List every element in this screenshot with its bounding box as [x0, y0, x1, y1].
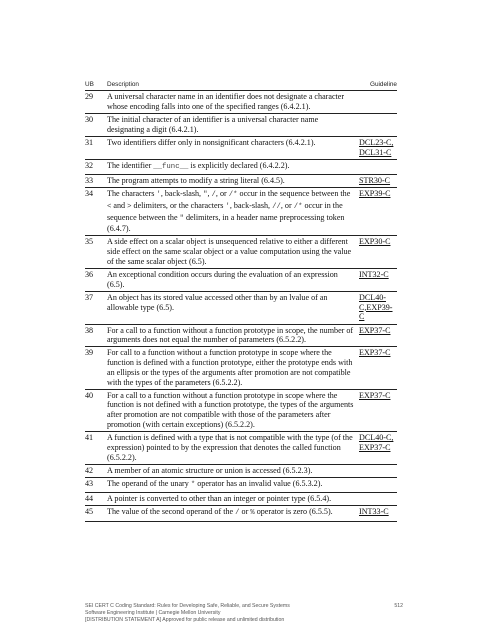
ub-description — [107, 466, 359, 476]
table-row — [85, 493, 397, 506]
guideline-cell — [359, 92, 397, 111]
description-text: For call to a function without a function prototype in scope where the function is defined with a function prototype, either the prototype ends with an ellipsis or the types of the arguments after promotion are not compatible with the types of the parameters (6.5.2.2). — [107, 348, 355, 387]
description-text: operator has an invalid value (6.5.3.2). — [195, 478, 323, 488]
ub-number: 30 — [85, 114, 94, 124]
code-token: % — [250, 509, 255, 518]
header-guideline: Guideline — [369, 81, 397, 88]
guideline-cell — [359, 161, 397, 173]
guideline-cell — [359, 115, 397, 134]
ub-number: 37 — [85, 292, 94, 302]
code-token: / — [211, 191, 216, 200]
ub-number: 44 — [85, 494, 94, 504]
footer-institute: Software Engineering Institute | Carnegie Mellon University — [85, 609, 221, 616]
ub-description — [107, 176, 359, 186]
description-text: The value of the second operand of the — [107, 507, 236, 517]
guideline-cell — [359, 237, 397, 266]
table-header-row — [85, 75, 397, 91]
guideline-link[interactable]: EXP30-C — [359, 237, 391, 247]
description-text: , — [207, 189, 212, 199]
description-text: A function is defined with a type that is not compatible with the type (of the expression) pointed to by the expression that denotes the called function (6.5.2.2). — [107, 433, 355, 462]
description-text: An object has its stored value accessed other than by an lvalue of an allowable type (6.5). — [107, 292, 330, 312]
description-text: An exceptional condition occurs during the evaluation of an expression (6.5). — [107, 270, 340, 289]
description-text: , or — [280, 200, 294, 210]
ub-description — [107, 115, 359, 134]
code-token: ' — [156, 191, 161, 200]
guideline-link[interactable]: EXP39-C — [359, 189, 391, 199]
ub-number: 35 — [85, 237, 94, 247]
guideline-link[interactable]: STR30-C — [359, 175, 391, 185]
guideline-cell — [359, 466, 397, 476]
ub-description — [107, 433, 359, 462]
table-row — [85, 432, 397, 465]
guideline-link[interactable]: DCL31-C — [359, 147, 392, 157]
description-text: occur in the sequence between the — [107, 200, 345, 222]
guideline-link[interactable]: EXP37-C — [359, 325, 391, 335]
code-token: /* — [293, 202, 303, 211]
ub-number: 45 — [85, 507, 94, 517]
ub-number: 29 — [85, 92, 94, 101]
ub-description — [107, 326, 359, 345]
description-text: is explicitly declared (6.4.2.2). — [188, 160, 290, 170]
ub-description — [107, 391, 359, 430]
ub-description — [107, 237, 359, 266]
ub-description — [107, 138, 359, 157]
description-text: or — [239, 507, 251, 517]
ub-number: 33 — [85, 175, 94, 185]
footer-title: SEI CERT C Coding Standard: Rules for Developing Safe, Reliable, and Secure Systems — [85, 603, 290, 609]
description-text: and — [111, 200, 128, 210]
guideline-link[interactable]: DCL40-C, — [359, 433, 394, 443]
code-token: ' — [225, 202, 230, 211]
description-text: , back-slash, — [229, 200, 273, 210]
ub-description — [107, 92, 359, 111]
code-token: * — [190, 480, 196, 489]
table-row — [85, 478, 397, 493]
guideline-cell — [359, 348, 397, 387]
guideline-link[interactable]: EXP37-C — [359, 348, 391, 358]
guideline-cell — [359, 270, 397, 289]
page-number: 512 — [394, 603, 403, 609]
description-text: A universal character name in an identifier does not designate a character whose encoding falls into one of the specified ranges (6.4.2.1). — [107, 92, 347, 111]
guideline-cell — [359, 176, 397, 186]
guideline-cell — [359, 479, 397, 491]
ub-number: 36 — [85, 270, 94, 280]
ub-description — [107, 479, 359, 491]
table-row — [85, 347, 397, 389]
table-row — [85, 506, 397, 521]
description-text: , or — [215, 189, 229, 199]
guideline-cell — [359, 138, 397, 157]
description-text: occur in the sequence between the — [237, 189, 353, 199]
guideline-link[interactable]: DCL40- — [359, 292, 386, 302]
description-text: delimiters, or the characters — [131, 200, 226, 210]
guideline-cell — [359, 189, 397, 234]
description-text: Two identifiers differ only in nonsignificant characters (6.4.2.1). — [107, 137, 316, 147]
guideline-cell — [359, 494, 397, 504]
description-text: operator is zero (6.5.5). — [254, 507, 333, 517]
guideline-cell — [359, 326, 397, 345]
code-token: " — [203, 191, 208, 200]
guideline-link[interactable]: INT33-C — [359, 507, 389, 517]
guideline-cell — [359, 391, 397, 430]
guideline-link[interactable]: EXP37-C — [359, 390, 391, 400]
ub-number: 41 — [85, 433, 94, 443]
description-text: The program attempts to modify a string literal (6.4.5). — [107, 175, 285, 185]
ub-description — [107, 507, 359, 519]
code-token: > — [127, 202, 132, 211]
description-text: , back-slash, — [160, 189, 204, 199]
table-row — [85, 175, 397, 188]
table-body — [85, 91, 397, 522]
ub-number: 40 — [85, 390, 94, 400]
description-text: The initial character of an identifier is a universal character name designating a digit (6.4.2.1). — [107, 114, 321, 134]
code-token: / — [235, 509, 240, 518]
description-text: The characters — [107, 189, 157, 199]
table-row — [85, 269, 397, 292]
ub-number: 38 — [85, 325, 94, 335]
guideline-link[interactable]: C,EXP39-C — [359, 302, 393, 322]
guideline-link[interactable]: DCL23-C, — [359, 137, 394, 147]
description-text: delimiters, in a header name preprocessing token (6.4.7). — [107, 212, 347, 234]
table-row — [85, 114, 397, 137]
footer-distribution: [DISTRIBUTION STATEMENT A] Approved for public release and unlimited distribution — [85, 616, 285, 623]
table-row — [85, 325, 397, 348]
description-text: The identifier — [107, 160, 154, 170]
table-row — [85, 236, 397, 269]
description-text: For a call to a function without a function prototype in scope where the function is not defined with a function prototype, the types of the arguments after promotion are not compatible with those of the parameters after promotion (with certain exceptions) (6.5.2.2). — [107, 390, 356, 429]
ub-number: 34 — [85, 189, 94, 199]
guideline-link[interactable]: EXP37-C — [359, 442, 391, 452]
page-footer — [85, 603, 403, 623]
ub-description — [107, 189, 359, 234]
guideline-link[interactable]: INT32-C — [359, 270, 389, 280]
ub-number: 39 — [85, 348, 94, 358]
guideline-cell — [359, 433, 397, 462]
guideline-cell — [359, 293, 397, 322]
undefined-behavior-table — [85, 75, 397, 522]
ub-number: 43 — [85, 478, 94, 488]
description-text: For a call to a function without a function prototype in scope, the number of arguments does not equal the number of parameters (6.5.2.2). — [107, 325, 356, 345]
ub-description — [107, 293, 359, 322]
ub-description — [107, 348, 359, 387]
ub-number: 32 — [85, 160, 94, 170]
guideline-cell — [359, 507, 397, 519]
description-text: A pointer is converted to other than an integer or pointer type (6.5.4). — [107, 494, 332, 504]
code-token: /* — [228, 191, 238, 200]
code-token: // — [272, 202, 281, 211]
table-row — [85, 137, 397, 160]
ub-description — [107, 161, 359, 173]
table-row — [85, 188, 397, 236]
header-ub: UB — [85, 81, 94, 88]
description-text: A member of an atomic structure or union is accessed (6.5.2.3). — [107, 465, 313, 475]
ub-description — [107, 494, 359, 504]
ub-number: 31 — [85, 137, 94, 147]
table-row — [85, 160, 397, 175]
table-row — [85, 292, 397, 325]
description-text: A side effect on a scalar object is unsequenced relative to either a different side effect on the same scalar object or a value computation using the value of the same scalar object (6.5). — [107, 237, 354, 266]
header-description: Description — [107, 81, 139, 88]
ub-number: 42 — [85, 465, 94, 475]
table-row — [85, 390, 397, 432]
code-token: " — [179, 214, 184, 223]
code-token: < — [107, 202, 112, 211]
table-row — [85, 465, 397, 478]
code-token: __func__ — [153, 162, 189, 171]
table-row — [85, 91, 397, 114]
description-text: The operand of the unary — [107, 478, 191, 488]
ub-description — [107, 270, 359, 289]
